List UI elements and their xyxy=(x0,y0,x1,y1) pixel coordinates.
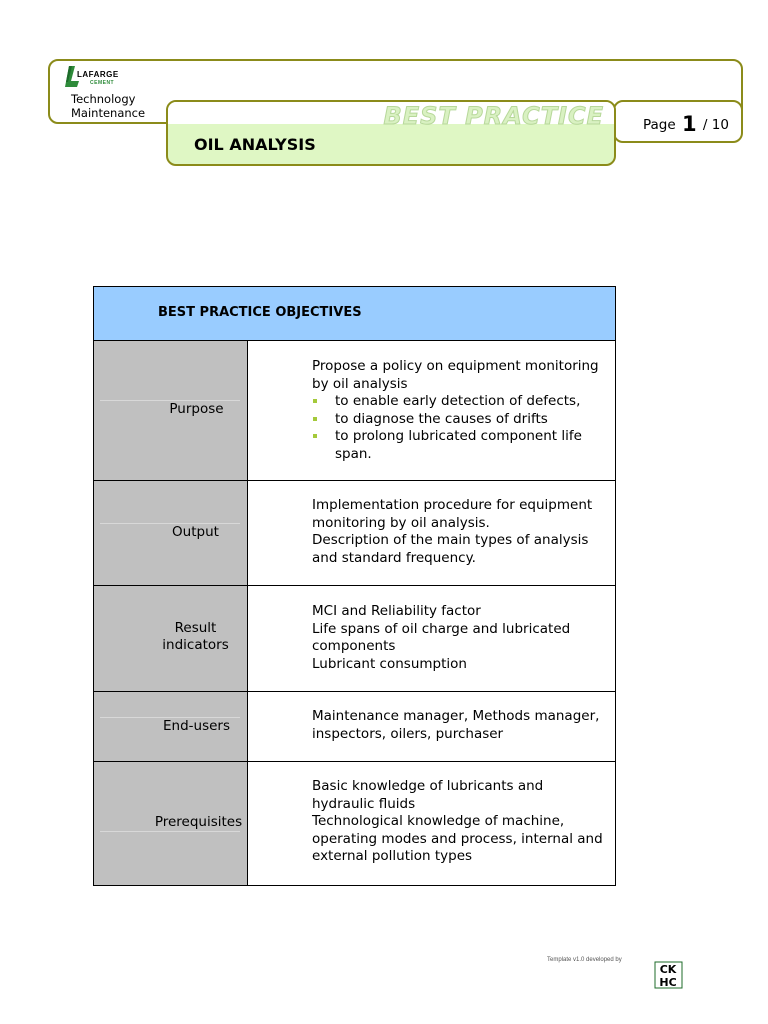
best-practice-banner: BEST PRACTICE xyxy=(383,102,604,130)
row-value-cell xyxy=(248,481,615,585)
list-item: to diagnose the causes of drifts xyxy=(312,411,609,429)
row-text: Maintenance manager, Methods manager, inspectors, oilers, purchaser xyxy=(312,708,600,742)
row-text-2: Life spans of oil charge and lubricated components xyxy=(312,620,571,654)
objective-row-end-users xyxy=(94,692,615,762)
objectives-table xyxy=(93,286,616,886)
logo-brand: LAFARGE xyxy=(77,70,119,79)
objective-row-output xyxy=(94,481,615,586)
row-label-cell xyxy=(94,481,248,585)
lafarge-logo xyxy=(64,66,136,90)
row-label: End-users xyxy=(162,718,230,734)
title-box xyxy=(166,100,616,166)
ckhc-logo xyxy=(652,960,684,990)
template-note: Template v1.0 developed by xyxy=(547,957,622,963)
row-value-cell xyxy=(248,762,615,885)
document-title: OIL ANALYSIS xyxy=(194,135,316,154)
row-text: Basic knowledge of lubricants and hydraulic fluids xyxy=(312,778,544,812)
row-text: Implementation procedure for equipment monitoring by oil analysis. xyxy=(312,497,593,531)
row-text-2: Technological knowledge of machine, operating modes and process, internal and external pollution types xyxy=(312,813,603,864)
logo-brand-sub: CEMENT xyxy=(90,80,115,86)
row-label-cell xyxy=(94,762,248,885)
row-value-cell xyxy=(248,692,615,761)
row-text: MCI and Reliability factor xyxy=(312,603,481,619)
page-current: 1 xyxy=(681,112,697,136)
row-label-cell xyxy=(94,692,248,761)
row-text-3: Lubricant consumption xyxy=(312,655,467,672)
row-label: Purpose xyxy=(169,401,224,417)
row-text-2: Description of the main types of analysis and standard frequency. xyxy=(312,532,589,566)
department xyxy=(71,92,145,120)
page-total: / 10 xyxy=(702,117,729,133)
department-line-1: Technology xyxy=(71,92,136,106)
row-label: Prerequisites xyxy=(154,814,243,830)
row-label-line-1: Result xyxy=(174,620,217,636)
objective-row-prerequisites xyxy=(94,762,615,885)
objectives-header xyxy=(94,287,615,341)
objective-row-purpose xyxy=(94,341,615,481)
page-indicator xyxy=(643,112,729,136)
department-line-2: Maintenance xyxy=(71,106,146,120)
purpose-bullet-list xyxy=(312,393,609,463)
row-label-cell xyxy=(94,586,248,691)
row-label: Output xyxy=(172,524,219,540)
row-value-cell xyxy=(248,341,615,480)
row-label xyxy=(94,620,247,654)
ckhc-logo-top: CK xyxy=(659,963,677,976)
row-text: Propose a policy on equipment monitoring by oil analysis xyxy=(312,358,599,392)
ckhc-logo-bottom: HC xyxy=(659,976,677,989)
list-item: to enable early detection of defects, xyxy=(312,393,609,411)
list-item: to prolong lubricated component life span. xyxy=(312,428,609,463)
objectives-heading: BEST PRACTICE OBJECTIVES xyxy=(158,305,362,320)
row-value-cell xyxy=(248,586,615,691)
label-rule xyxy=(100,831,240,832)
row-label-cell xyxy=(94,341,248,480)
objective-row-result-indicators xyxy=(94,586,615,692)
row-label-line-2: indicators xyxy=(162,637,229,653)
page-label: Page xyxy=(643,117,676,133)
